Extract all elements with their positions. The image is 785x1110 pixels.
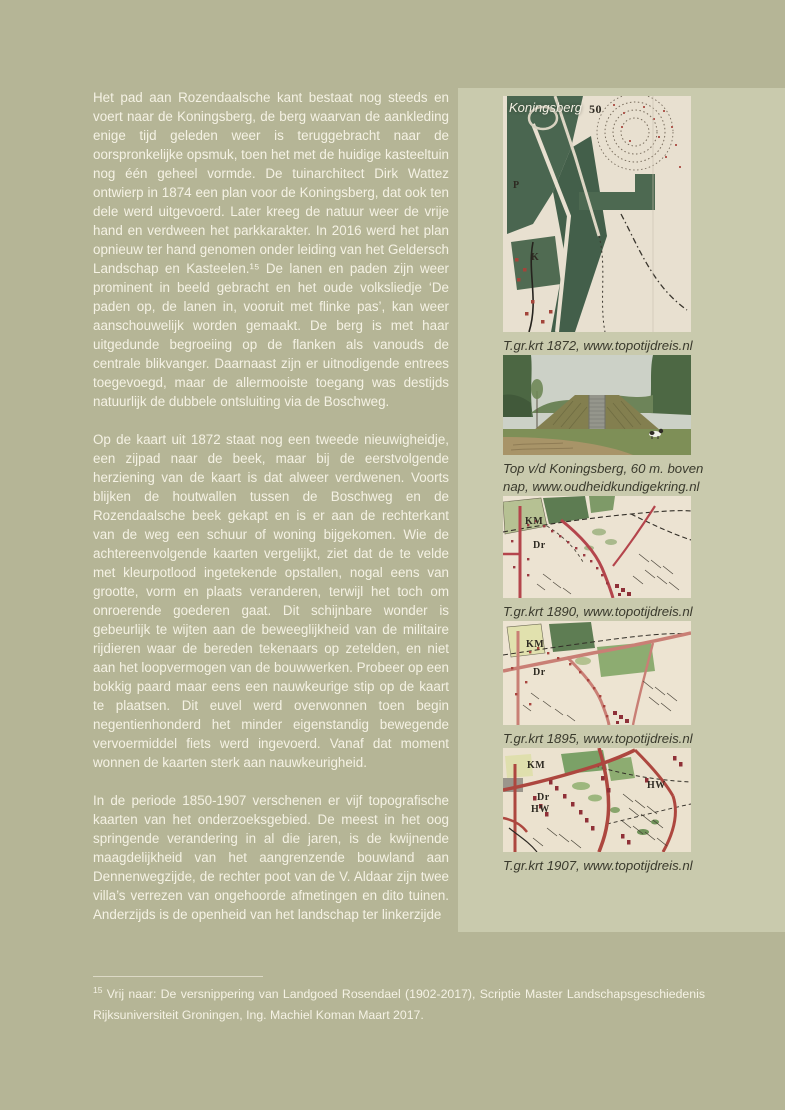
map-place-label-koningsberg: Koningsberg bbox=[509, 100, 582, 115]
figure-map-1907 bbox=[503, 748, 785, 875]
map-1895-image bbox=[503, 621, 691, 725]
footnote bbox=[93, 984, 705, 1025]
figure-caption: Top v/d Koningsberg, 60 m. boven nap, www.oudheidkundigekring.nl bbox=[503, 461, 704, 494]
map-1907-image bbox=[503, 748, 691, 852]
footnote-separator bbox=[93, 976, 263, 977]
sidebar-figures-panel bbox=[458, 88, 785, 932]
figure-caption: T.gr.krt 1890, www.topotijdreis.nl bbox=[503, 604, 693, 619]
figure-map-1895 bbox=[503, 621, 785, 748]
figure-caption: T.gr.krt 1872, www.topotijdreis.nl bbox=[503, 338, 693, 353]
photo-koningsberg-graphic bbox=[503, 355, 691, 455]
article-text bbox=[93, 88, 449, 943]
footnote-marker: 15 bbox=[93, 984, 103, 995]
map-mark: Dr bbox=[533, 667, 546, 678]
photo-koningsberg-image bbox=[503, 355, 691, 455]
paragraph-3: In de periode 1850-1907 verschenen er vijf topografische kaarten van het onderzoeksgebied. De meest in het oog springende verandering in al die jaren, is de kwijnende maagdelijkheid van het aangrenzende bouwland aan Dennenwegzijde, de rechter poot van de V. Aldaar zijn twee villa’s verrezen van ongehoorde afmetingen en dito tuinen. Anderzijds is de openheid van het landschap ter linkerzijde bbox=[93, 793, 449, 922]
map-mark-height: 50 bbox=[589, 102, 602, 116]
paragraph-2: Op de kaart uit 1872 staat nog een tweede nieuwigheidje, een zijpad naar de beek, maar bij de eerstvolgende herziening van de kaart is dat alweer verdwenen. Voorts blijken de houtwallen tussen de Boschweg en de Rozendaalsche beek gekapt en is er aan de rechterkant van de weg een schuur of woning bijgekomen. Wie de achtereenvolgende kaarten vergelijkt, ziet dat de te velde met kleurpotlood ingetekende opstallen, nogal eens van grootte, vorm en plaats veranderen, terwijl het toch om onroerende goederen gaat. Dit schijnbare wonder is gebeurlijk te wijten aan de beweeglijkheid van de militaire rijdieren waar de bereden tekenaars op zetelden, en niet aan het loopvermogen van de bouwwerken. Probeer op een bokkig paard maar eens een nauwkeurige stip op de kaart te plaatsen. Dit euvel werd overwonnen toen begin negentienhonderd het minder eigenstandig bewegende vervoermiddel fiets werd ingevoerd. Vanaf dat moment wonnen de kaarten sterk aan nauwkeurigheid. bbox=[93, 432, 449, 770]
figure-caption: T.gr.krt 1895, www.topotijdreis.nl bbox=[503, 731, 693, 746]
map-1872-image bbox=[503, 96, 691, 332]
figure-caption: T.gr.krt 1907, www.topotijdreis.nl bbox=[503, 858, 693, 873]
map-mark: KM bbox=[526, 639, 545, 650]
map-1895-graphic bbox=[503, 621, 691, 725]
map-1890-image bbox=[503, 496, 691, 598]
map-mark: K bbox=[531, 252, 540, 263]
map-mark: P bbox=[513, 180, 520, 191]
map-mark: KM bbox=[525, 516, 544, 527]
map-mark: HW bbox=[647, 780, 666, 791]
map-1890-graphic bbox=[503, 496, 691, 598]
figure-map-1872 bbox=[503, 96, 785, 355]
map-mark: HW bbox=[531, 804, 550, 815]
map-mark: Dr bbox=[533, 540, 546, 551]
footnote-text: Vrij naar: De versnippering van Landgoed Rosendael (1902-2017), Scriptie Master Landschapsgeschiedenis Rijksuniversiteit Groningen, Ing. Machiel Koman Maart 2017. bbox=[93, 987, 705, 1022]
paragraph-1: Het pad aan Rozendaalsche kant bestaat nog steeds en voert naar de Koningsberg, de berg waarvan de aankleding enige tijd geleden weer is teruggebracht naar de oorspronkelijke opsmuk, toen het met de huidige kasteeltuin nog één geheel vormde. De tuinarchitect Dirk Wattez ontwierp in 1874 een plan voor de Koningsberg, dat ook ten dele werd uitgevoerd. Later kreeg de natuur weer de vrije hand en verdween het parkkarakter. In 2016 werd het plan opnieuw ter hand genomen onder leiding van het Geldersch Landschap en Kasteelen.¹⁵ De lanen en paden zijn weer prominent in beeld gebracht en het oude volksliedje ‘De paden op, de lanen in, vooruit met flinke pas’, kan weer aanschouwelijk worden gemaakt. De berg is met haar uitgedunde begroeiing op de flanken als vanouds de centrale blikvanger. Daarnaast zijn er uitnodigende entrees toegevoegd, maar de allermooiste toegang was destijds natuurlijk de dubbele ontsluiting via de Boschweg. bbox=[93, 90, 449, 409]
map-1872-graphic bbox=[503, 96, 691, 332]
figure-map-1890 bbox=[503, 496, 785, 621]
figure-photo-koningsberg bbox=[503, 355, 785, 496]
map-mark: Dr bbox=[537, 792, 550, 803]
map-mark: KM bbox=[527, 760, 546, 771]
